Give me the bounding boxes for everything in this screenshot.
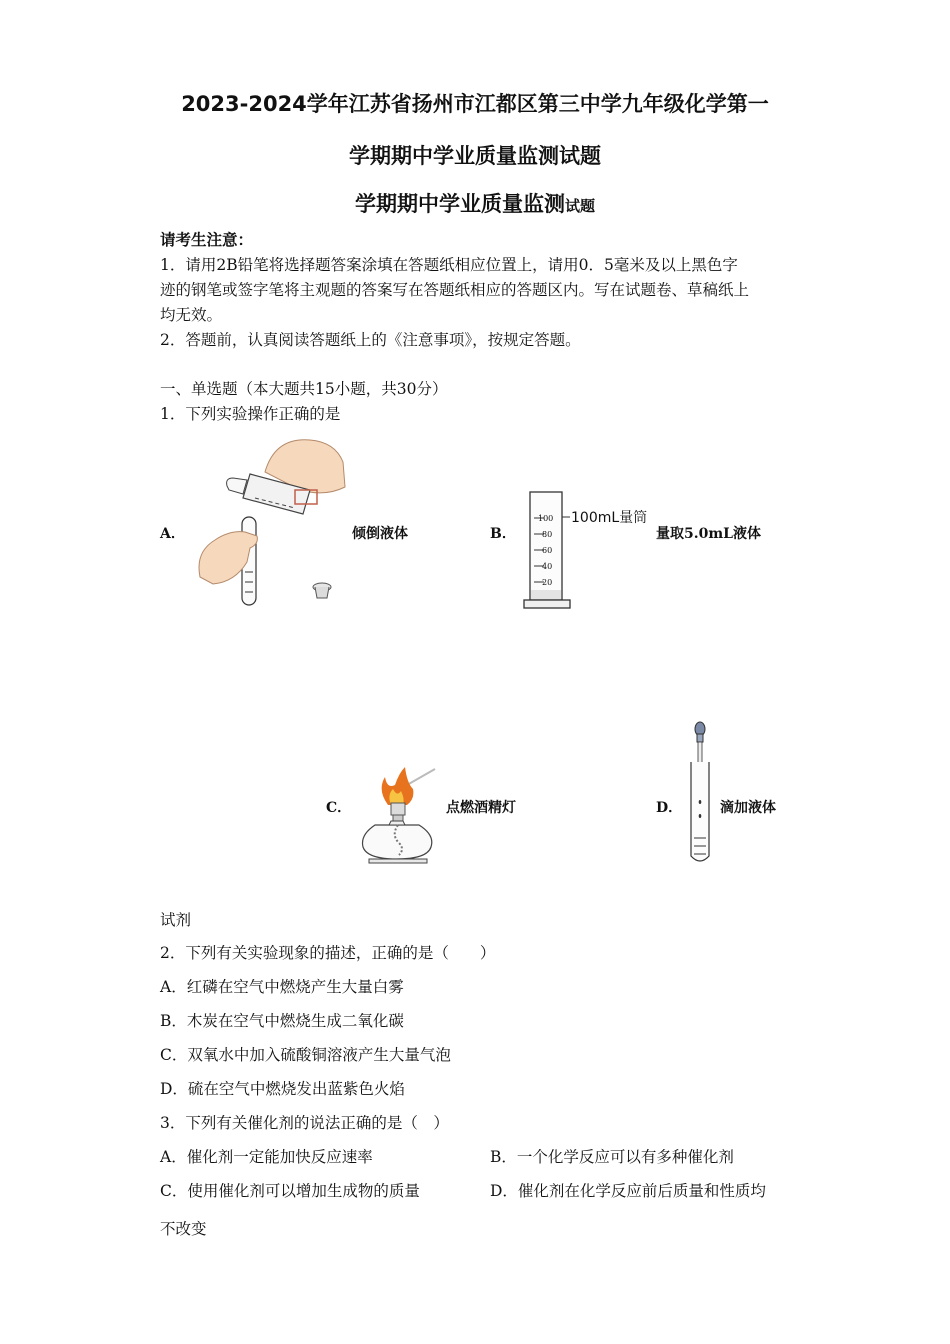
dropper-illustration [688, 720, 712, 866]
q1-stem: 1．下列实验操作正确的是 [160, 405, 341, 423]
q3-option-a: A．催化剂一定能加快反应速率 [160, 1148, 373, 1166]
cylinder-scale-100: 100 [538, 514, 554, 523]
q3-option-d: D．催化剂在化学反应前后质量和性质均 [490, 1182, 766, 1200]
cylinder-scale-80: 80 [542, 530, 553, 539]
q3-option-d-continued: 不改变 [160, 1220, 207, 1238]
q1-option-d-text: 滴加液体 [720, 800, 776, 816]
q2-option-a: A．红磷在空气中燃烧产生大量白雾 [160, 978, 404, 996]
q1-option-d-letter: D． [656, 800, 683, 816]
alcohol-lamp-illustration [355, 765, 440, 865]
notice-item1-line3: 均无效。 [160, 306, 223, 324]
notice-item1-line2: 迹的钢笔或签字笔将主观题的答案写在答题纸相应的答题区内。写在试题卷、草稿纸上 [160, 281, 750, 299]
subtitle-main: 学期期中学业质量监测 [354, 192, 565, 216]
notice-heading: 请考生注意： [160, 230, 254, 249]
q1-option-c-text: 点燃酒精灯 [446, 800, 516, 816]
cylinder-scale-60: 60 [542, 546, 553, 555]
q3-option-c: C．使用催化剂可以增加生成物的质量 [160, 1182, 420, 1200]
q3-stem: 3．下列有关催化剂的说法正确的是（ ） [160, 1114, 449, 1132]
q2-option-c: C．双氧水中加入硫酸铜溶液产生大量气泡 [160, 1046, 451, 1064]
page-title-line1: 2023-2024学年江苏省扬州市江都区第三中学九年级化学第一 [181, 92, 769, 116]
q1-option-d-continued: 试剂 [160, 911, 192, 929]
cylinder-scale-40: 40 [542, 562, 553, 571]
notice-item1-line1: 1．请用2B铅笔将选择题答案涂填在答题纸相应位置上，请用0．5毫米及以上黑色字 [160, 256, 738, 274]
page-title-line2: 学期期中学业质量监测试题 [349, 144, 601, 168]
q1-option-c-letter: C． [326, 800, 352, 816]
q2-option-d: D．硫在空气中燃烧发出蓝紫色火焰 [160, 1080, 405, 1098]
section-heading: 一、单选题（本大题共15小题，共30分） [160, 380, 448, 398]
notice-item2: 2．答题前，认真阅读答题纸上的《注意事项》，按规定答题。 [160, 331, 581, 349]
subtitle-suffix: 试题 [564, 197, 595, 215]
q1-option-a-text: 倾倒液体 [352, 526, 408, 542]
cylinder-scale-20: 20 [542, 578, 553, 587]
q1-option-b-text: 量取5.0mL液体 [656, 526, 762, 542]
cylinder-capacity-label: 100mL量筒 [571, 510, 648, 526]
q1-option-b-letter: B． [490, 526, 516, 542]
page-subtitle [0, 188, 950, 218]
q1-option-a-letter: A． [160, 526, 185, 542]
q2-stem: 2．下列有关实验现象的描述，正确的是（ ） [160, 944, 496, 962]
q3-option-b: B．一个化学反应可以有多种催化剂 [490, 1148, 734, 1166]
q2-option-b: B．木炭在空气中燃烧生成二氧化碳 [160, 1012, 404, 1030]
pouring-liquid-illustration [195, 432, 345, 612]
